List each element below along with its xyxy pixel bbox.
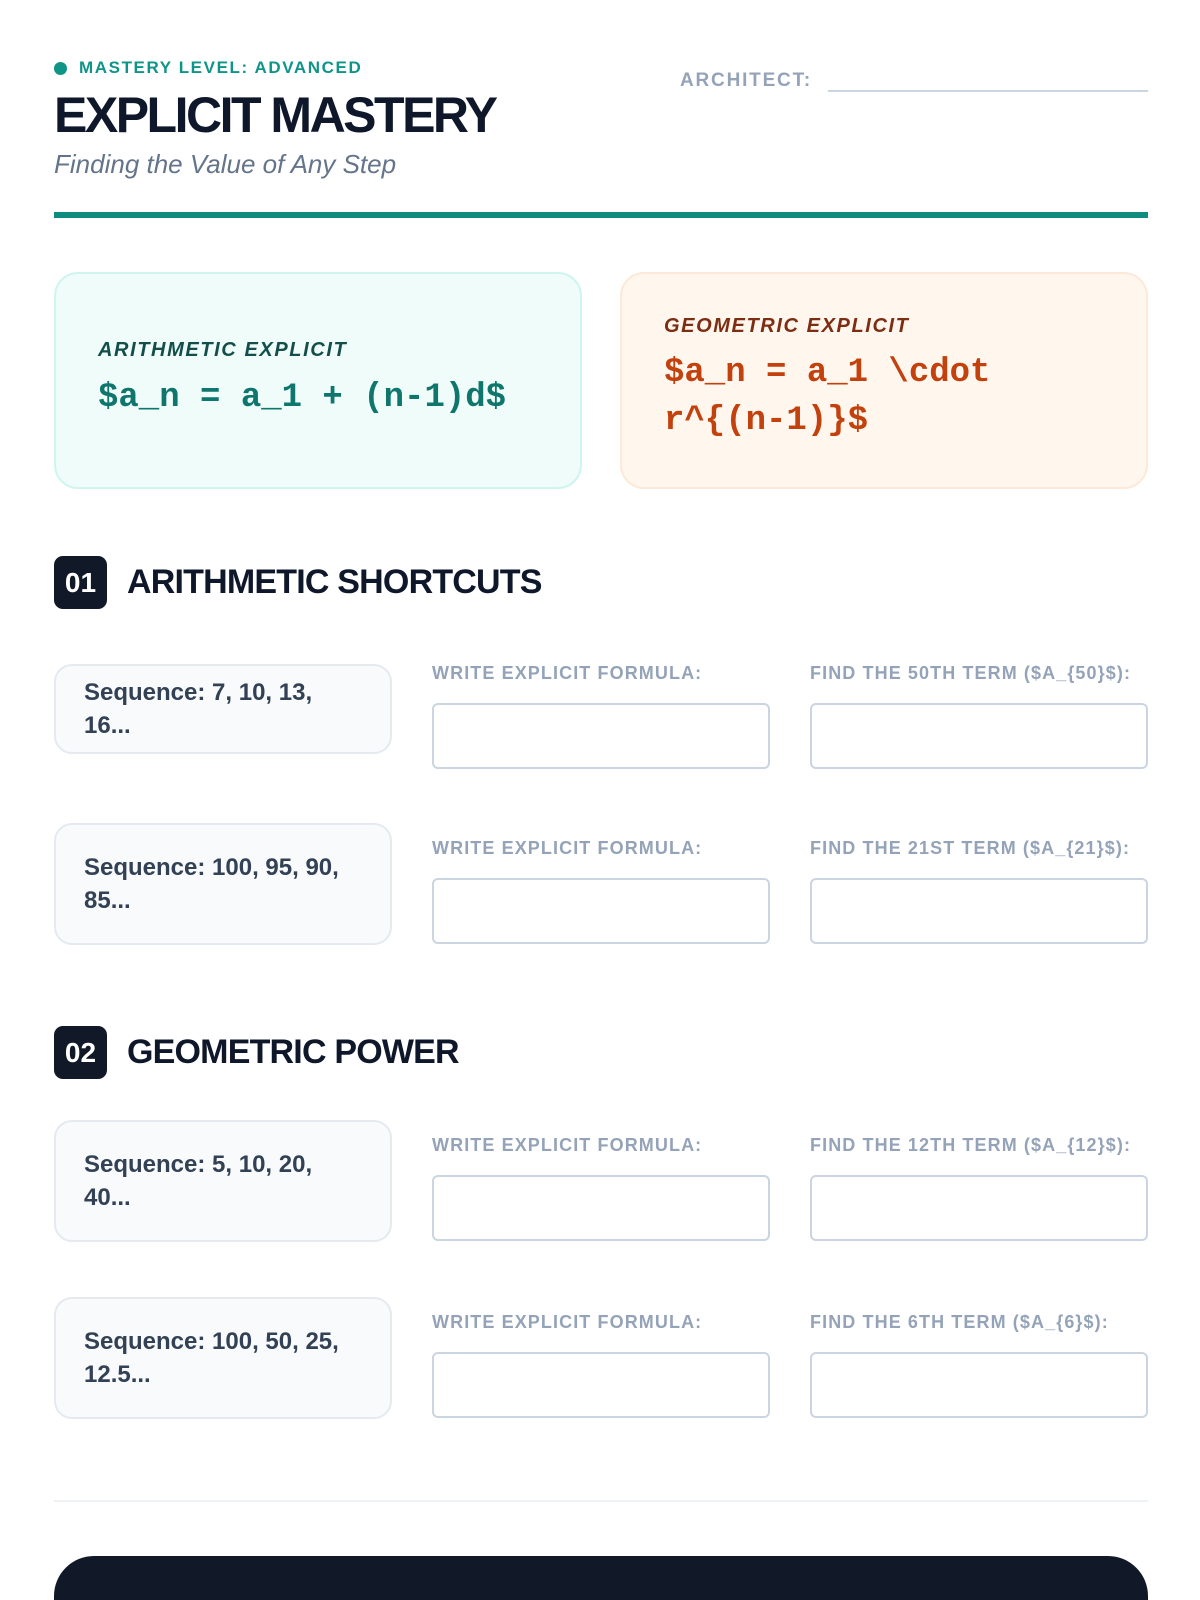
sequence-card: Sequence: 5, 10, 20, 40... xyxy=(54,1120,392,1242)
term-answer-input[interactable] xyxy=(810,1175,1148,1241)
geometric-formula: $a_n = a_1 \cdot r^{(n-1)}$ xyxy=(664,354,991,440)
section-number-badge: 02 xyxy=(54,1026,107,1079)
explicit-formula-input[interactable] xyxy=(432,1352,770,1418)
term-label: FIND THE 50TH TERM ($A_{50}$): xyxy=(810,663,1132,683)
formula-label: WRITE EXPLICIT FORMULA: xyxy=(432,663,703,683)
section-heading-arithmetic xyxy=(54,556,542,609)
term-answer-input[interactable] xyxy=(810,703,1148,769)
term-answer-input[interactable] xyxy=(810,1352,1148,1418)
term-label: FIND THE 12TH TERM ($A_{12}$): xyxy=(810,1135,1132,1155)
architect-field xyxy=(680,62,1148,92)
architect-input-line[interactable] xyxy=(828,62,1148,92)
arithmetic-formula: $a_n = a_1 + (n-1)d$ xyxy=(98,379,507,417)
explicit-formula-input[interactable] xyxy=(432,1175,770,1241)
term-answer-input[interactable] xyxy=(810,878,1148,944)
sequence-card: Sequence: 100, 50, 25, 12.5... xyxy=(54,1297,392,1419)
explicit-formula-input[interactable] xyxy=(432,703,770,769)
header-rule xyxy=(54,212,1148,218)
page-title: EXPLICIT MASTERY xyxy=(54,87,496,143)
sequence-card: Sequence: 100, 95, 90, 85... xyxy=(54,823,392,945)
section-title: GEOMETRIC POWER xyxy=(127,1033,459,1071)
section-title: ARITHMETIC SHORTCUTS xyxy=(127,563,542,601)
sequence-card: Sequence: 7, 10, 13, 16... xyxy=(54,664,392,754)
explicit-formula-input[interactable] xyxy=(432,878,770,944)
footer-divider xyxy=(54,1500,1148,1502)
mastery-level-label: MASTERY LEVEL: ADVANCED xyxy=(79,58,363,77)
formula-label: WRITE EXPLICIT FORMULA: xyxy=(432,1135,703,1155)
formula-label: WRITE EXPLICIT FORMULA: xyxy=(432,1312,703,1332)
term-label: FIND THE 21ST TERM ($A_{21}$): xyxy=(810,838,1131,858)
status-dot-icon xyxy=(54,62,67,75)
geometric-formula-card xyxy=(620,272,1148,489)
mastery-level xyxy=(54,58,362,78)
term-label: FIND THE 6TH TERM ($A_{6}$): xyxy=(810,1312,1109,1332)
worksheet-header xyxy=(54,54,1148,220)
section-heading-geometric xyxy=(54,1026,459,1079)
arithmetic-formula-title: ARITHMETIC EXPLICIT xyxy=(98,339,348,361)
geometric-formula-title: GEOMETRIC EXPLICIT xyxy=(664,315,910,337)
footer-panel xyxy=(54,1556,1148,1600)
architect-label: ARCHITECT: xyxy=(680,70,812,91)
formula-label: WRITE EXPLICIT FORMULA: xyxy=(432,838,703,858)
page-subtitle: Finding the Value of Any Step xyxy=(54,149,397,179)
arithmetic-formula-card xyxy=(54,272,582,489)
section-number-badge: 01 xyxy=(54,556,107,609)
